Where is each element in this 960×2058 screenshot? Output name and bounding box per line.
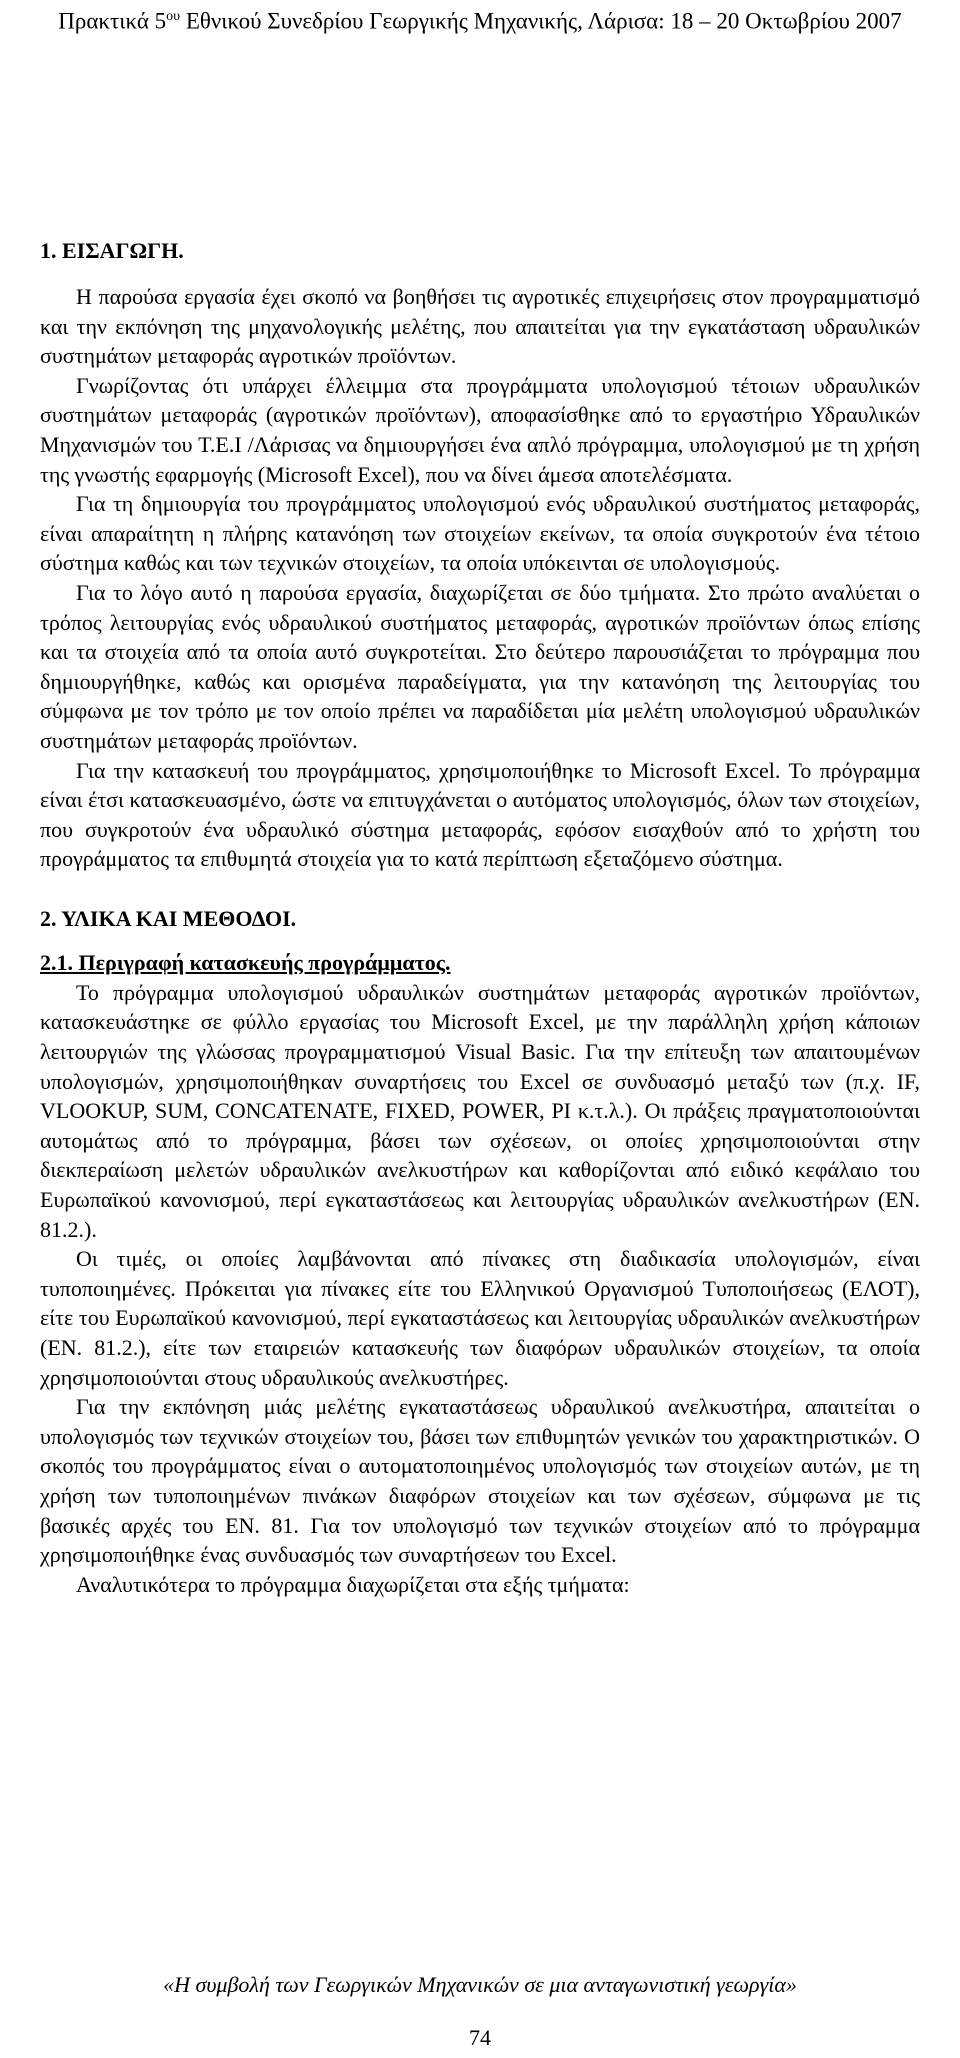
methods-paragraph-1: Το πρόγραμμα υπολογισμού υδραυλικών συστημάτων μεταφοράς αγροτικών προϊόντων, κατασκευάστηκε σε φύλλο εργασίας του Microsoft Excel, με την παράλληλη χρήση κάποιων λειτουργιών της γλώσσας προγραμματισμού Visual Basic. Για την επίτευξη των απαιτουμένων υπολογισμών, χρησιμοποιήθηκαν συναρτήσεις του Excel σε συνδυασμό μεταξύ των (π.χ. IF, VLOOKUP, SUM, CONCATENATE, FIXED, POWER, PI κ.τ.λ.). Οι πράξεις πραγματοποιούνται αυτομάτως από το πρόγραμμα, βάσει των σχέσεων, οι οποίες χρησιμοποιούνται στην διεκπεραίωση μελετών υδραυλικών ανελκυστήρων και καθορίζονται από ειδικό κεφάλαιο του Ευρωπαϊκού κανονισμού, περί εγκαταστάσεως και λειτουργίας υδραυλικών ανελκυστήρων (ΕΝ. 81.2.). (40, 979, 920, 1242)
methods-paragraph-3: Για την εκπόνηση μιάς μελέτης εγκαταστάσεως υδραυλικού ανελκυστήρα, απαιτείται ο υπολογισμός των τεχνικών στοιχείων του, βάσει των επιθυμητών γενικών του χαρακτηριστικών. Ο σκοπός του προγράμματος είναι ο αυτοματοποιημένος υπολογισμός των στοιχείων αυτών, με τη χρήση των τυποποιημένων πινάκων διαφόρων στοιχείων και των σχέσεων, σύμφωνα με τις βασικές αρχές του ΕΝ. 81. Για τον υπολογισμό των τεχνικών στοιχείων από το πρόγραμμα χρησιμοποιήθηκε ένας συνδυασμός των συναρτήσεων του Excel. (40, 1394, 920, 1568)
intro-paragraph-3: Για τη δημιουργία του προγράμματος υπολογισμού ενός υδραυλικού συστήματος μεταφοράς, είναι απαραίτητη η πλήρης κατανόηση των στοιχείων εκείνων, τα οποία συγκροτούν ένα τέτοιο σύστημα καθώς και των τεχνικών στοιχείων, τα οποία υπόκεινται σε υπολογισμούς. (40, 491, 920, 576)
section-2-heading: 2. ΥΛΙΚΑ ΚΑΙ ΜΕΘΟΔΟΙ. (40, 905, 297, 931)
document-body (40, 236, 920, 1599)
intro-paragraph-1: Η παρούσα εργασία έχει σκοπό να βοηθήσει τις αγροτικές επιχειρήσεις στον προγραμματισμό και την εκπόνηση της μηχανολογικής μελέτης, που απαιτείται για την εγκατάσταση υδραυλικών συστημάτων μεταφοράς αγροτικών προϊόντων. (40, 284, 920, 369)
intro-paragraph-5: Για την κατασκευή του προγράμματος, χρησιμοποιήθηκε το Microsoft Excel. Το πρόγραμμα είναι έτσι κατασκευασμένο, ώστε να επιτυγχάνεται ο αυτόματος υπολογισμός, όλων των στοιχείων, που συγκροτούν ένα υδραυλικό σύστημα μεταφοράς, εφόσον εισαχθούν από το χρήστη του προγράμματος τα επιθυμητά στοιχεία για το κατά περίπτωση εξεταζόμενο σύστημα. (40, 757, 920, 872)
intro-paragraph-2: Γνωρίζοντας ότι υπάρχει έλλειμμα στα προγράμματα υπολογισμού τέτοιων υδραυλικών συστημάτων μεταφοράς (αγροτικών προϊόντων), αποφασίσθηκε από το εργαστήριο Υδραυλικών Μηχανισμών του Τ.Ε.Ι /Λάρισας να δημιουργήσει ένα απλό πρόγραμμα, υπολογισμού με τη χρήση της γνωστής εφαρμογής (Microsoft Excel), που να δίνει άμεσα αποτελέσματα. (40, 372, 920, 487)
page-number: 74 (469, 2025, 491, 2050)
header-text-post: Εθνικού Συνεδρίου Γεωργικής Μηχανικής, Λάρισα: 18 – 20 Οκτωβρίου 2007 (180, 8, 902, 34)
section-1-heading: 1. ΕΙΣΑΓΩΓΗ. (40, 238, 184, 263)
running-header (40, 2, 920, 36)
header-text-pre: Πρακτικά 5 (58, 8, 167, 34)
intro-paragraph-4: Για το λόγο αυτό η παρούσα εργασία, διαχωρίζεται σε δύο τμήματα. Στο πρώτο αναλύεται ο τρόπος λειτουργίας ενός υδραυλικού συστήματος μεταφοράς, αγροτικών προϊόντων όπως επίσης και τα στοιχεία από τα οποία αυτό συγκροτείται. Στο δεύτερο παρουσιάζεται το πρόγραμμα που δημιουργήθηκε, καθώς και ορισμένα παραδείγματα, για την κατανόηση της λειτουργίας του σύμφωνα με τον τρόπο με τον οποίο πρέπει να παραδίδεται μία μελέτη υπολογισμού υδραυλικών συστημάτων μεταφοράς προϊόντων. (40, 579, 920, 753)
header-ordinal-suffix: ου (166, 9, 181, 24)
subsection-2-1-heading: 2.1. Περιγραφή κατασκευής προγράμματος. (40, 949, 451, 975)
running-footer: «Η συμβολή των Γεωργικών Μηχανικών σε μια ανταγωνιστική γεωργία» (163, 1972, 797, 1997)
methods-paragraph-4: Αναλυτικότερα το πρόγραμμα διαχωρίζεται στα εξής τμήματα: (76, 1571, 630, 1597)
methods-paragraph-2: Οι τιμές, οι οποίες λαμβάνονται από πίνακες στη διαδικασία υπολογισμών, είναι τυποποιημένες. Πρόκειται για πίνακες είτε του Ελληνικού Οργανισμού Τυποποιήσεως (ΕΛΟΤ), είτε του Ευρωπαϊκού κανονισμού, περί εγκαταστάσεως και λειτουργίας υδραυλικών ανελκυστήρων (ΕΝ. 81.2.), είτε των εταιρειών κατασκευής των διαφόρων υδραυλικών στοιχείων, τα οποία χρησιμοποιούνται στους υδραυλικούς ανελκυστήρες. (40, 1246, 920, 1390)
